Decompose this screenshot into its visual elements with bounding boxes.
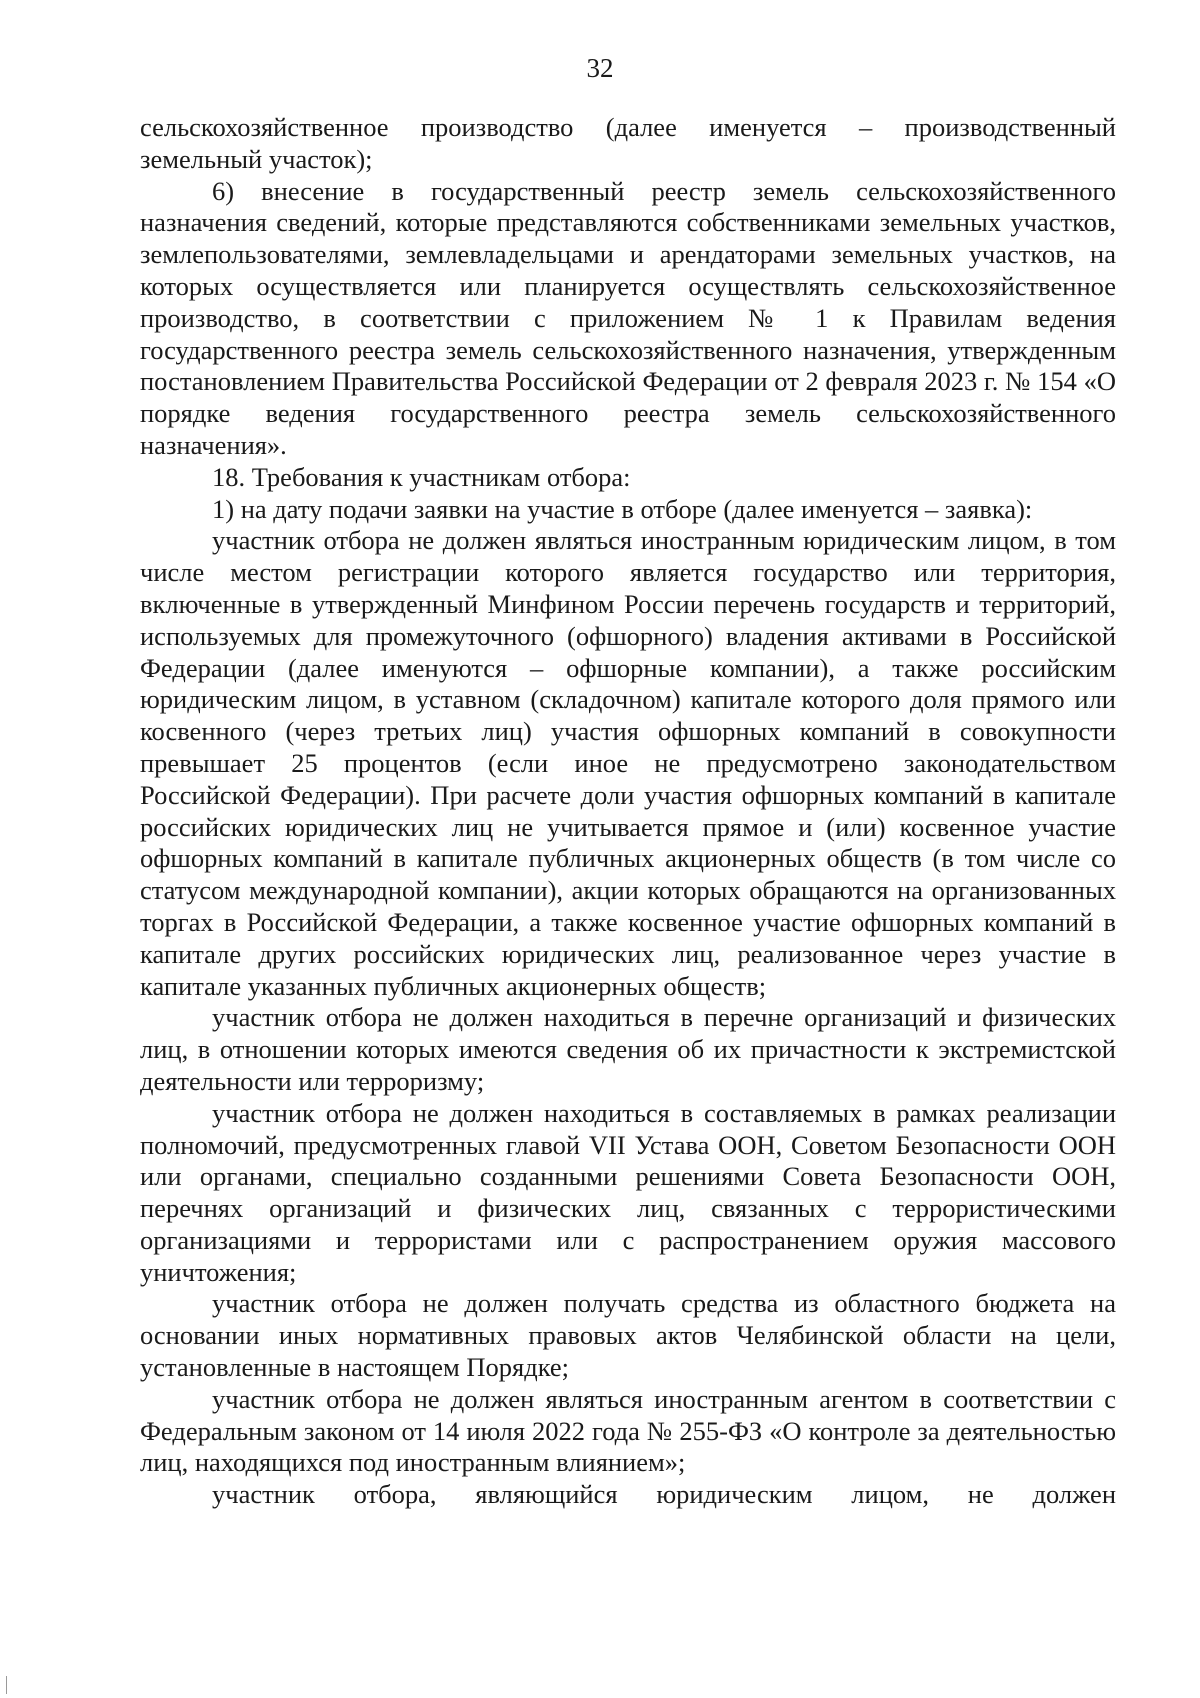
scan-margin-mark [6, 1676, 7, 1694]
paragraph-item-6: 6) внесение в государственный реестр земель сельскохозяйственного назначения сведений, которые представляются собственниками земельных участков, землепользователями, землевладельцами и арендаторами земельных участков, на которых осуществляется или планируется осуществлять сельскохозяйственное производство, в соответствии с приложением № 1 к Правилам ведения государственного реестра земель сельскохозяйственного назначения, утвержденным постановлением Правительства Российской Федерации от 2 февраля 2023 г. № 154 «О порядке ведения государственного реестра земель сельскохозяйственного назначения». [140, 175, 1116, 460]
paragraph-item-1: 1) на дату подачи заявки на участие в отборе (далее именуется – заявка): [212, 493, 1033, 524]
paragraph-offshore-requirement: участник отбора не должен являться иностранным юридическим лицом, в том числе местом регистрации которого является государство или территория, включенные в утвержденный Минфином России перечень государств и территорий, используемых для промежуточного (офшорного) владения активами в Российской Федерации (далее именуются – офшорные компании), а также российским юридическим лицом, в уставном (складочном) капитале которого доля прямого или косвенного (через третьих лиц) участия офшорных компаний в совокупности превышает 25 процентов (если иное не предусмотрено законодательством Российской Федерации). При расчете доли участия офшорных компаний в капитале российских юридических лиц не учитывается прямое и (или) косвенное участие офшорных компаний в капитале публичных акционерных обществ (в том числе со статусом международной компании), акции которых обращаются на организованных торгах в Российской Федерации, а также косвенное участие офшорных компаний в капитале других российских юридических лиц, реализованное через участие в капитале указанных публичных акционерных обществ; [140, 525, 1116, 1001]
document-body [140, 112, 1116, 1511]
paragraph-budget-requirement: участник отбора не должен получать средства из областного бюджета на основании иных нормативных правовых актов Челябинской области на цели, установленные в настоящем Порядке; [140, 1288, 1116, 1383]
paragraph-continuation: сельскохозяйственное производство (далее именуется – производственный земельный участок); [140, 112, 1116, 174]
paragraph-foreign-agent-requirement: участник отбора не должен являться иностранным агентом в соответствии с Федеральным законом от 14 июля 2022 года № 255-ФЗ «О контроле за деятельностью лиц, находящихся под иностранным влиянием»; [140, 1383, 1116, 1478]
paragraph-un-sanctions-requirement: участник отбора не должен находиться в составляемых в рамках реализации полномочий, предусмотренных главой VII Устава ООН, Советом Безопасности ООН или органами, специально созданными решениями Совета Безопасности ООН, перечнях организаций и физических лиц, связанных с террористическими организациями и террористами или с распространением оружия массового уничтожения; [140, 1097, 1116, 1287]
paragraph-section-18: 18. Требования к участникам отбора: [212, 461, 631, 492]
paragraph-legal-entity-requirement: участник отбора, являющийся юридическим лицом, не должен [212, 1479, 1116, 1510]
paragraph-extremism-requirement: участник отбора не должен находиться в перечне организаций и физических лиц, в отношении которых имеются сведения об их причастности к экстремистской деятельности или терроризму; [140, 1002, 1116, 1096]
page-number: 32 [586, 53, 614, 83]
